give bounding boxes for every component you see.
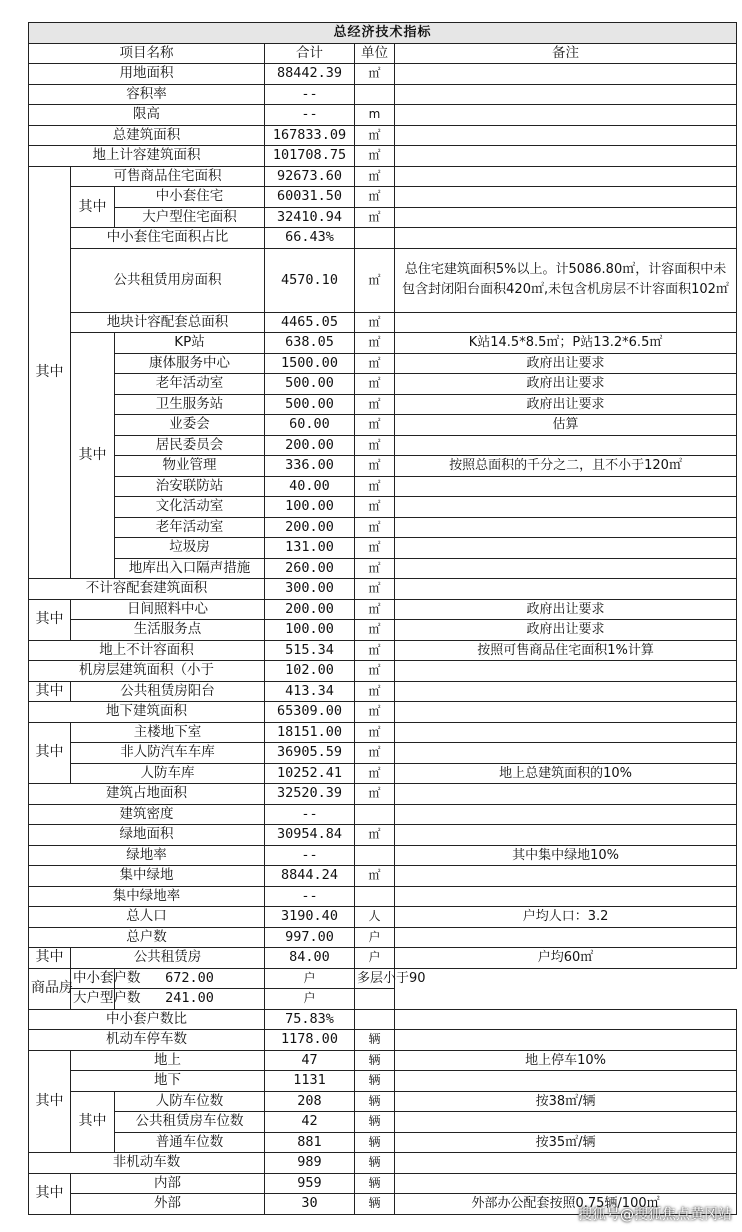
- row-value: --: [265, 886, 355, 907]
- row-label: 地库出入口隔声措施: [115, 558, 265, 579]
- row-label: 外部: [71, 1194, 265, 1215]
- row-value: 167833.09: [265, 125, 355, 146]
- table-row: [29, 146, 737, 167]
- row-note: [395, 207, 737, 228]
- row-unit: 辆: [355, 1153, 395, 1174]
- row-value: 100.00: [265, 497, 355, 518]
- row-note: 按38㎡/辆: [395, 1091, 737, 1112]
- row-label: 非人防汽车车库: [71, 743, 265, 764]
- row-note: [395, 166, 737, 187]
- row-value: 1178.00: [265, 1030, 355, 1051]
- row-unit: 辆: [355, 1173, 395, 1194]
- row-value: 36905.59: [265, 743, 355, 764]
- row-unit: ㎡: [355, 681, 395, 702]
- group-label: 其中: [71, 333, 115, 579]
- group-label: 其中: [71, 187, 115, 228]
- row-value: 30: [265, 1194, 355, 1215]
- row-note: [395, 784, 737, 805]
- row-note: [395, 702, 737, 723]
- table-row: [29, 825, 737, 846]
- row-label: 集中绿地: [29, 866, 265, 887]
- table-row: [29, 1091, 737, 1112]
- row-label: 地下建筑面积: [29, 702, 265, 723]
- group-label: 其中: [29, 1173, 71, 1214]
- row-label: 公共租赁房: [71, 948, 265, 969]
- table-row: [29, 763, 737, 784]
- row-unit: ㎡: [355, 476, 395, 497]
- row-value: 1500.00: [265, 353, 355, 374]
- table-row: [29, 105, 737, 126]
- row-label: 建筑密度: [29, 804, 265, 825]
- row-value: 8844.24: [265, 866, 355, 887]
- row-unit: 户: [355, 927, 395, 948]
- row-value: 300.00: [265, 579, 355, 600]
- row-note: [395, 64, 737, 85]
- row-unit: ㎡: [355, 64, 395, 85]
- row-label: 人防车位数: [115, 1091, 265, 1112]
- row-label: 集中绿地率: [29, 886, 265, 907]
- row-note: [395, 125, 737, 146]
- row-label: 大户型住宅面积: [115, 207, 265, 228]
- table-row: [29, 64, 737, 85]
- row-note: [395, 681, 737, 702]
- table-row: [29, 579, 737, 600]
- table-row: [29, 948, 737, 969]
- group-label: 其中: [29, 1050, 71, 1153]
- row-value: 18151.00: [265, 722, 355, 743]
- table-row: [29, 866, 737, 887]
- table-row: [29, 558, 737, 579]
- row-unit: [355, 1009, 395, 1030]
- table-row: [29, 415, 737, 436]
- row-unit: ㎡: [355, 187, 395, 208]
- row-value: --: [265, 84, 355, 105]
- row-label: 老年活动室: [115, 517, 265, 538]
- row-unit: ㎡: [355, 394, 395, 415]
- row-note: [395, 435, 737, 456]
- row-value: 260.00: [265, 558, 355, 579]
- table-row: [29, 1173, 737, 1194]
- row-label: 不计容配套建筑面积: [29, 579, 265, 600]
- row-label: 中小套住宅: [115, 187, 265, 208]
- row-value: 200.00: [265, 517, 355, 538]
- row-note: 其中集中绿地10%: [395, 845, 737, 866]
- row-note: 地上停车10%: [395, 1050, 737, 1071]
- row-unit: 辆: [355, 1194, 395, 1215]
- row-unit: ㎡: [355, 620, 395, 641]
- row-value: 47: [265, 1050, 355, 1071]
- group-label: 其中: [29, 722, 71, 784]
- row-label: 限高: [29, 105, 265, 126]
- row-value: 638.05: [265, 333, 355, 354]
- row-label: 卫生服务站: [115, 394, 265, 415]
- row-note: 按照可售商品住宅面积1%计算: [395, 640, 737, 661]
- table-row: [29, 538, 737, 559]
- row-note: [395, 517, 737, 538]
- row-note: 政府出让要求: [395, 620, 737, 641]
- table-row: [29, 661, 737, 682]
- row-value: 32520.39: [265, 784, 355, 805]
- row-value: 672.00: [115, 968, 265, 989]
- header-row: [29, 43, 737, 64]
- table-row: [29, 989, 737, 1010]
- row-unit: ㎡: [355, 415, 395, 436]
- row-label: 绿地率: [29, 845, 265, 866]
- row-value: 997.00: [265, 927, 355, 948]
- row-value: 241.00: [115, 989, 265, 1010]
- row-unit: ㎡: [355, 207, 395, 228]
- row-value: 92673.60: [265, 166, 355, 187]
- table-row: [29, 743, 737, 764]
- row-unit: ㎡: [355, 558, 395, 579]
- row-label: 总建筑面积: [29, 125, 265, 146]
- row-label: 日间照料中心: [71, 599, 265, 620]
- row-value: 84.00: [265, 948, 355, 969]
- row-value: 30954.84: [265, 825, 355, 846]
- row-note: 总住宅建筑面积5%以上。计5086.80㎡，计容面积中未包含封闭阳台面积420㎡,未包含机房层不计容面积102㎡: [395, 248, 737, 312]
- row-value: 959: [265, 1173, 355, 1194]
- row-unit: 辆: [355, 1050, 395, 1071]
- row-note: 政府出让要求: [395, 353, 737, 374]
- table-row: [29, 333, 737, 354]
- row-label: 机房层建筑面积（小于: [29, 661, 265, 682]
- row-unit: ㎡: [355, 374, 395, 395]
- row-unit: ㎡: [355, 763, 395, 784]
- row-unit: m: [355, 105, 395, 126]
- row-unit: 辆: [355, 1091, 395, 1112]
- row-note: [395, 476, 737, 497]
- row-label: 地上不计容面积: [29, 640, 265, 661]
- table-row: [29, 1009, 737, 1030]
- row-unit: [355, 84, 395, 105]
- row-value: 989: [265, 1153, 355, 1174]
- row-value: 66.43%: [265, 228, 355, 249]
- row-note: [395, 228, 737, 249]
- row-label: 居民委员会: [115, 435, 265, 456]
- row-label: 公共租赁用房面积: [71, 248, 265, 312]
- row-value: 102.00: [265, 661, 355, 682]
- row-value: 200.00: [265, 435, 355, 456]
- table-row: [29, 497, 737, 518]
- row-unit: 户: [355, 948, 395, 969]
- table-row: [29, 374, 737, 395]
- row-unit: ㎡: [355, 497, 395, 518]
- row-label: 地块计容配套总面积: [71, 312, 265, 333]
- row-label: 机动车停车数: [29, 1030, 265, 1051]
- row-unit: ㎡: [355, 517, 395, 538]
- row-note: [395, 1173, 737, 1194]
- row-label: 中小套户数比: [29, 1009, 265, 1030]
- indicator-table-container: [28, 22, 736, 1215]
- row-label: 老年活动室: [115, 374, 265, 395]
- row-note: 按35㎡/辆: [395, 1132, 737, 1153]
- row-label: 非机动车数: [29, 1153, 265, 1174]
- table-row: [29, 907, 737, 928]
- row-note: 政府出让要求: [395, 599, 737, 620]
- row-value: 100.00: [265, 620, 355, 641]
- table-row: [29, 207, 737, 228]
- table-row: [29, 228, 737, 249]
- table-row: [29, 353, 737, 374]
- table-row: [29, 84, 737, 105]
- row-label: 治安联防站: [115, 476, 265, 497]
- row-note: [395, 743, 737, 764]
- row-note: [395, 1030, 737, 1051]
- row-label: 中小套户数: [71, 968, 115, 989]
- row-value: 40.00: [265, 476, 355, 497]
- row-value: 4570.10: [265, 248, 355, 312]
- table-row: [29, 1071, 737, 1092]
- table-row: [29, 620, 737, 641]
- economic-indicator-table: [28, 22, 737, 1215]
- table-row: [29, 804, 737, 825]
- row-label: 总人口: [29, 907, 265, 928]
- row-unit: 辆: [355, 1132, 395, 1153]
- row-value: --: [265, 105, 355, 126]
- row-unit: [355, 845, 395, 866]
- table-row: [29, 886, 737, 907]
- row-value: 881: [265, 1132, 355, 1153]
- table-row: [29, 845, 737, 866]
- row-unit: ㎡: [355, 166, 395, 187]
- row-label: 地下: [71, 1071, 265, 1092]
- row-note: 政府出让要求: [395, 374, 737, 395]
- row-note: [395, 825, 737, 846]
- row-note: [395, 84, 737, 105]
- row-label: 生活服务点: [71, 620, 265, 641]
- row-unit: 辆: [355, 1030, 395, 1051]
- row-unit: ㎡: [355, 353, 395, 374]
- row-value: 500.00: [265, 394, 355, 415]
- group-label: 其中: [29, 948, 71, 969]
- row-note: [395, 804, 737, 825]
- row-note: [395, 722, 737, 743]
- row-note: 多层小于90: [355, 968, 395, 989]
- row-note: [395, 558, 737, 579]
- table-row: [29, 1153, 737, 1174]
- row-note: 按照总面积的千分之二，且不小于120㎡: [395, 456, 737, 477]
- row-value: 200.00: [265, 599, 355, 620]
- row-label: 大户型户数: [71, 989, 115, 1010]
- row-label: 容积率: [29, 84, 265, 105]
- row-unit: ㎡: [355, 333, 395, 354]
- table-row: [29, 517, 737, 538]
- table-row: [29, 702, 737, 723]
- row-unit: ㎡: [355, 784, 395, 805]
- header-name: 项目名称: [29, 43, 265, 64]
- group-label: 其中: [29, 166, 71, 579]
- row-note: 户均人口：3.2: [395, 907, 737, 928]
- table-row: [29, 476, 737, 497]
- row-label: 地上: [71, 1050, 265, 1071]
- row-value: 101708.75: [265, 146, 355, 167]
- row-note: [355, 989, 395, 1010]
- row-note: 外部办公配套按照0.75辆/100㎡: [395, 1194, 737, 1215]
- row-label: 主楼地下室: [71, 722, 265, 743]
- row-label: 公共租赁房阳台: [71, 681, 265, 702]
- row-note: [395, 312, 737, 333]
- row-label: 康体服务中心: [115, 353, 265, 374]
- row-label: 地上计容建筑面积: [29, 146, 265, 167]
- row-note: 估算: [395, 415, 737, 436]
- row-unit: ㎡: [355, 599, 395, 620]
- table-row: [29, 456, 737, 477]
- row-unit: ㎡: [355, 722, 395, 743]
- table-row: [29, 248, 737, 312]
- table-row: [29, 927, 737, 948]
- header-total: 合计: [265, 43, 355, 64]
- row-note: [395, 105, 737, 126]
- row-note: [395, 1153, 737, 1174]
- table-row: [29, 394, 737, 415]
- row-unit: [355, 228, 395, 249]
- row-value: 75.83%: [265, 1009, 355, 1030]
- row-label: KP站: [115, 333, 265, 354]
- header-note: 备注: [395, 43, 737, 64]
- row-label: 用地面积: [29, 64, 265, 85]
- row-unit: ㎡: [355, 743, 395, 764]
- row-value: 208: [265, 1091, 355, 1112]
- row-value: 42: [265, 1112, 355, 1133]
- row-label: 业委会: [115, 415, 265, 436]
- table-title: 总经济技术指标: [29, 23, 737, 44]
- row-value: 65309.00: [265, 702, 355, 723]
- row-label: 文化活动室: [115, 497, 265, 518]
- row-value: --: [265, 845, 355, 866]
- table-row: [29, 784, 737, 805]
- row-value: 60031.50: [265, 187, 355, 208]
- row-note: 户均60㎡: [395, 948, 737, 969]
- row-unit: ㎡: [355, 125, 395, 146]
- row-value: 500.00: [265, 374, 355, 395]
- table-row: [29, 968, 737, 989]
- table-row: [29, 1132, 737, 1153]
- row-note: 政府出让要求: [395, 394, 737, 415]
- group-label: 其中: [29, 599, 71, 640]
- row-label: 可售商品住宅面积: [71, 166, 265, 187]
- row-label: 普通车位数: [115, 1132, 265, 1153]
- row-unit: ㎡: [355, 456, 395, 477]
- row-value: 60.00: [265, 415, 355, 436]
- row-label: 建筑占地面积: [29, 784, 265, 805]
- row-unit: ㎡: [355, 146, 395, 167]
- row-value: 515.34: [265, 640, 355, 661]
- row-unit: ㎡: [355, 538, 395, 559]
- row-unit: [355, 804, 395, 825]
- row-note: [395, 1009, 737, 1030]
- row-label: 中小套住宅面积占比: [71, 228, 265, 249]
- row-note: [395, 866, 737, 887]
- row-value: 4465.05: [265, 312, 355, 333]
- row-note: 地上总建筑面积的10%: [395, 763, 737, 784]
- row-label: 垃圾房: [115, 538, 265, 559]
- row-value: 413.34: [265, 681, 355, 702]
- row-unit: 人: [355, 907, 395, 928]
- table-row: [29, 681, 737, 702]
- table-row: [29, 1112, 737, 1133]
- row-unit: ㎡: [355, 866, 395, 887]
- row-value: 1131: [265, 1071, 355, 1092]
- row-unit: 辆: [355, 1071, 395, 1092]
- row-unit: ㎡: [355, 661, 395, 682]
- row-note: [395, 579, 737, 600]
- row-unit: ㎡: [355, 825, 395, 846]
- row-value: 88442.39: [265, 64, 355, 85]
- row-value: 131.00: [265, 538, 355, 559]
- watermark: 搜狐号@搜狐焦点黄冈站: [578, 1207, 732, 1223]
- header-unit: 单位: [355, 43, 395, 64]
- row-note: K站14.5*8.5㎡；P站13.2*6.5㎡: [395, 333, 737, 354]
- row-label: 公共租赁房车位数: [115, 1112, 265, 1133]
- table-row: [29, 435, 737, 456]
- table-row: [29, 1050, 737, 1071]
- row-unit: ㎡: [355, 312, 395, 333]
- row-unit: 户: [265, 968, 355, 989]
- row-note: [395, 1071, 737, 1092]
- table-row: [29, 187, 737, 208]
- row-unit: ㎡: [355, 435, 395, 456]
- row-unit: 辆: [355, 1112, 395, 1133]
- table-row: [29, 1030, 737, 1051]
- row-label: 绿地面积: [29, 825, 265, 846]
- row-note: [395, 927, 737, 948]
- row-label: 物业管理: [115, 456, 265, 477]
- row-value: --: [265, 804, 355, 825]
- row-label: 人防车库: [71, 763, 265, 784]
- row-note: [395, 187, 737, 208]
- group-label: 其中: [71, 1091, 115, 1153]
- row-note: [395, 1112, 737, 1133]
- row-unit: [355, 886, 395, 907]
- row-note: [395, 661, 737, 682]
- row-value: 10252.41: [265, 763, 355, 784]
- row-unit: ㎡: [355, 248, 395, 312]
- row-value: 32410.94: [265, 207, 355, 228]
- table-row: [29, 640, 737, 661]
- row-unit: ㎡: [355, 640, 395, 661]
- table-row: [29, 722, 737, 743]
- table-row: [29, 599, 737, 620]
- row-label: 总户数: [29, 927, 265, 948]
- row-value: 3190.40: [265, 907, 355, 928]
- row-note: [395, 497, 737, 518]
- group-label: 其中: [29, 681, 71, 702]
- table-row: [29, 312, 737, 333]
- row-note: [395, 886, 737, 907]
- title-row: [29, 23, 737, 44]
- row-unit: 户: [265, 989, 355, 1010]
- row-unit: ㎡: [355, 702, 395, 723]
- row-value: 336.00: [265, 456, 355, 477]
- table-row: [29, 166, 737, 187]
- row-note: [395, 538, 737, 559]
- table-body: [29, 23, 737, 1215]
- commercial-housing-group-label: 商品房: [29, 968, 71, 1009]
- row-note: [395, 146, 737, 167]
- row-label: 内部: [71, 1173, 265, 1194]
- table-row: [29, 125, 737, 146]
- row-unit: ㎡: [355, 579, 395, 600]
